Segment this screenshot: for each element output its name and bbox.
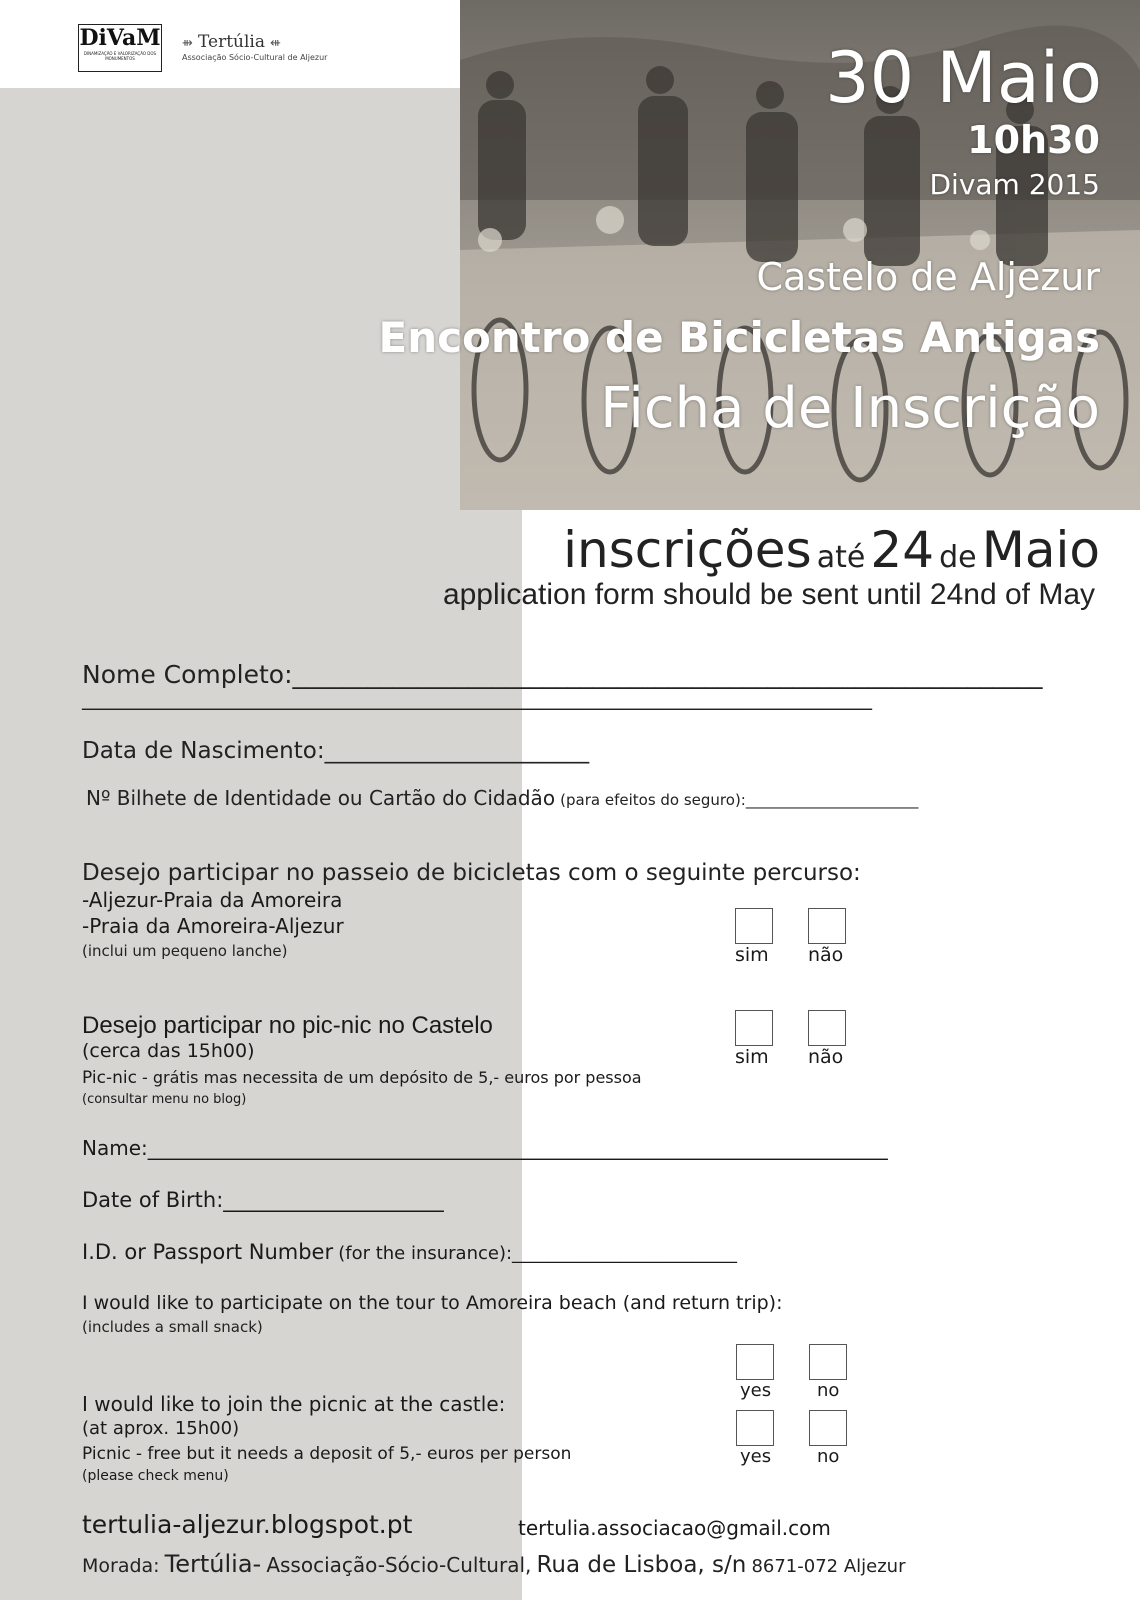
picnic-time-en: (at aprox. 15h00) bbox=[82, 1418, 240, 1439]
event-time: 10h30 bbox=[967, 118, 1100, 162]
picnic-menu-note-en: (please check menu) bbox=[82, 1468, 229, 1484]
picnic-info-en bbox=[82, 1444, 571, 1464]
street-address: Rua de Lisboa, s/n bbox=[536, 1552, 747, 1578]
form-title: Ficha de Inscrição bbox=[600, 376, 1100, 441]
address-label: Morada: bbox=[82, 1555, 160, 1577]
tour-no-label: no bbox=[817, 1380, 840, 1401]
event-venue: Castelo de Aljezur bbox=[756, 255, 1100, 299]
tertulia-logo-subtitle: Associação Sócio-Cultural de Aljezur bbox=[182, 53, 328, 62]
divam-logo-text: DiVaM bbox=[79, 25, 161, 51]
deadline-day: 24 bbox=[870, 521, 935, 579]
bike-route-1: -Aljezur-Praia da Amoreira bbox=[82, 888, 343, 912]
date-of-birth-field[interactable]: Date of Birth:_____________________ bbox=[82, 1188, 444, 1212]
deadline-month: Maio bbox=[981, 521, 1100, 579]
tertulia-logo bbox=[182, 32, 327, 62]
picnic-question: Desejo participar no pic-nic no Castelo bbox=[82, 1012, 493, 1039]
tour-yes-checkbox[interactable] bbox=[736, 1344, 774, 1380]
full-name-field[interactable]: Nome Completo:____________________________________________________________ bbox=[82, 660, 1043, 689]
event-name: Encontro de Bicicletas Antigas bbox=[378, 313, 1100, 362]
picnic-info bbox=[82, 1068, 642, 1088]
passport-number-field[interactable] bbox=[82, 1240, 737, 1264]
event-date: 30 Maio bbox=[825, 37, 1102, 119]
picnic-yes-checkbox[interactable] bbox=[736, 1410, 774, 1446]
tour-yes-label: yes bbox=[740, 1380, 772, 1401]
picnic-prefix: Pic-nic bbox=[82, 1068, 137, 1088]
picnic-time: (cerca das 15h00) bbox=[82, 1040, 255, 1062]
picnic-question-en: I would like to join the picnic at the castle: bbox=[82, 1392, 506, 1416]
bike-tour-question: Desejo participar no passeio de bicicletas com o seguinte percurso: bbox=[82, 860, 861, 886]
tertulia-logo-text: Tertúlia bbox=[198, 32, 265, 52]
passport-label: I.D. or Passport Number bbox=[82, 1240, 334, 1264]
bike-tour-note: (inclui um pequeno lanche) bbox=[82, 942, 288, 960]
name-field[interactable]: Name:__________________________________________________________________________ bbox=[82, 1136, 888, 1160]
id-card-note: (para efeitos do seguro):_______________________ bbox=[560, 791, 919, 809]
org-name: Tertúlia- bbox=[164, 1550, 262, 1578]
tour-question-en: I would like to participate on the tour to Amoreira beach (and return trip): bbox=[82, 1292, 783, 1314]
org-full-name: Associação-Sócio-Cultural, bbox=[266, 1553, 532, 1577]
blog-url[interactable]: tertulia-aljezur.blogspot.pt bbox=[82, 1510, 413, 1539]
picnic-yes-label: yes bbox=[740, 1446, 772, 1467]
id-card-field[interactable] bbox=[86, 786, 918, 810]
tour-no-checkbox[interactable] bbox=[809, 1344, 847, 1380]
picnic-deposit-info: - grátis mas necessita de um depósito de 5,- euros por pessoa bbox=[142, 1068, 642, 1087]
deadline-word-de: de bbox=[939, 540, 977, 575]
picnic-prefix-en: Picnic bbox=[82, 1444, 131, 1464]
picnic-menu-note: (consultar menu no blog) bbox=[82, 1092, 247, 1107]
tour-nao-checkbox[interactable] bbox=[808, 908, 846, 944]
picnic-no-checkbox[interactable] bbox=[809, 1410, 847, 1446]
tour-note-en: (includes a small snack) bbox=[82, 1318, 263, 1336]
divam-logo-subtitle: DINAMIZAÇÃO E VALORIZAÇÃO DOS MONUMENTOS bbox=[83, 51, 157, 61]
birth-date-field[interactable]: Data de Nascimento:_______________________ bbox=[82, 738, 590, 764]
picnic-sim-checkbox[interactable] bbox=[735, 1010, 773, 1046]
divam-logo bbox=[78, 24, 162, 72]
full-name-field-line2[interactable]: _______________________________________________________________________________ bbox=[82, 686, 872, 710]
id-card-label: Nº Bilhete de Identidade ou Cartão do Cidadão bbox=[86, 786, 556, 810]
picnic-deposit-info-en: - free but it needs a deposit of 5,- euros per person bbox=[135, 1444, 572, 1464]
passport-note: (for the insurance):_________________________ bbox=[338, 1243, 738, 1264]
address-line bbox=[82, 1550, 905, 1578]
postal-code: 8671-072 Aljezur bbox=[751, 1556, 906, 1577]
picnic-sim-label: sim bbox=[735, 1046, 769, 1068]
bike-route-2: -Praia da Amoreira-Aljezur bbox=[82, 914, 344, 938]
arrow-ornament-icon: ⇻ bbox=[182, 36, 193, 51]
picnic-nao-label: não bbox=[808, 1046, 844, 1068]
tour-nao-label: não bbox=[808, 944, 844, 966]
picnic-no-label: no bbox=[817, 1446, 840, 1467]
deadline-english: application form should be sent until 24nd of May bbox=[442, 578, 1095, 611]
arrow-ornament-icon: ⇺ bbox=[270, 36, 281, 51]
picnic-nao-checkbox[interactable] bbox=[808, 1010, 846, 1046]
tour-sim-checkbox[interactable] bbox=[735, 908, 773, 944]
deadline-word-ate: até bbox=[816, 540, 866, 575]
deadline-word-inscricoes: inscrições bbox=[563, 521, 812, 579]
event-edition: Divam 2015 bbox=[929, 168, 1100, 201]
contact-email[interactable]: tertulia.associacao@gmail.com bbox=[518, 1516, 831, 1540]
tour-sim-label: sim bbox=[735, 944, 769, 966]
